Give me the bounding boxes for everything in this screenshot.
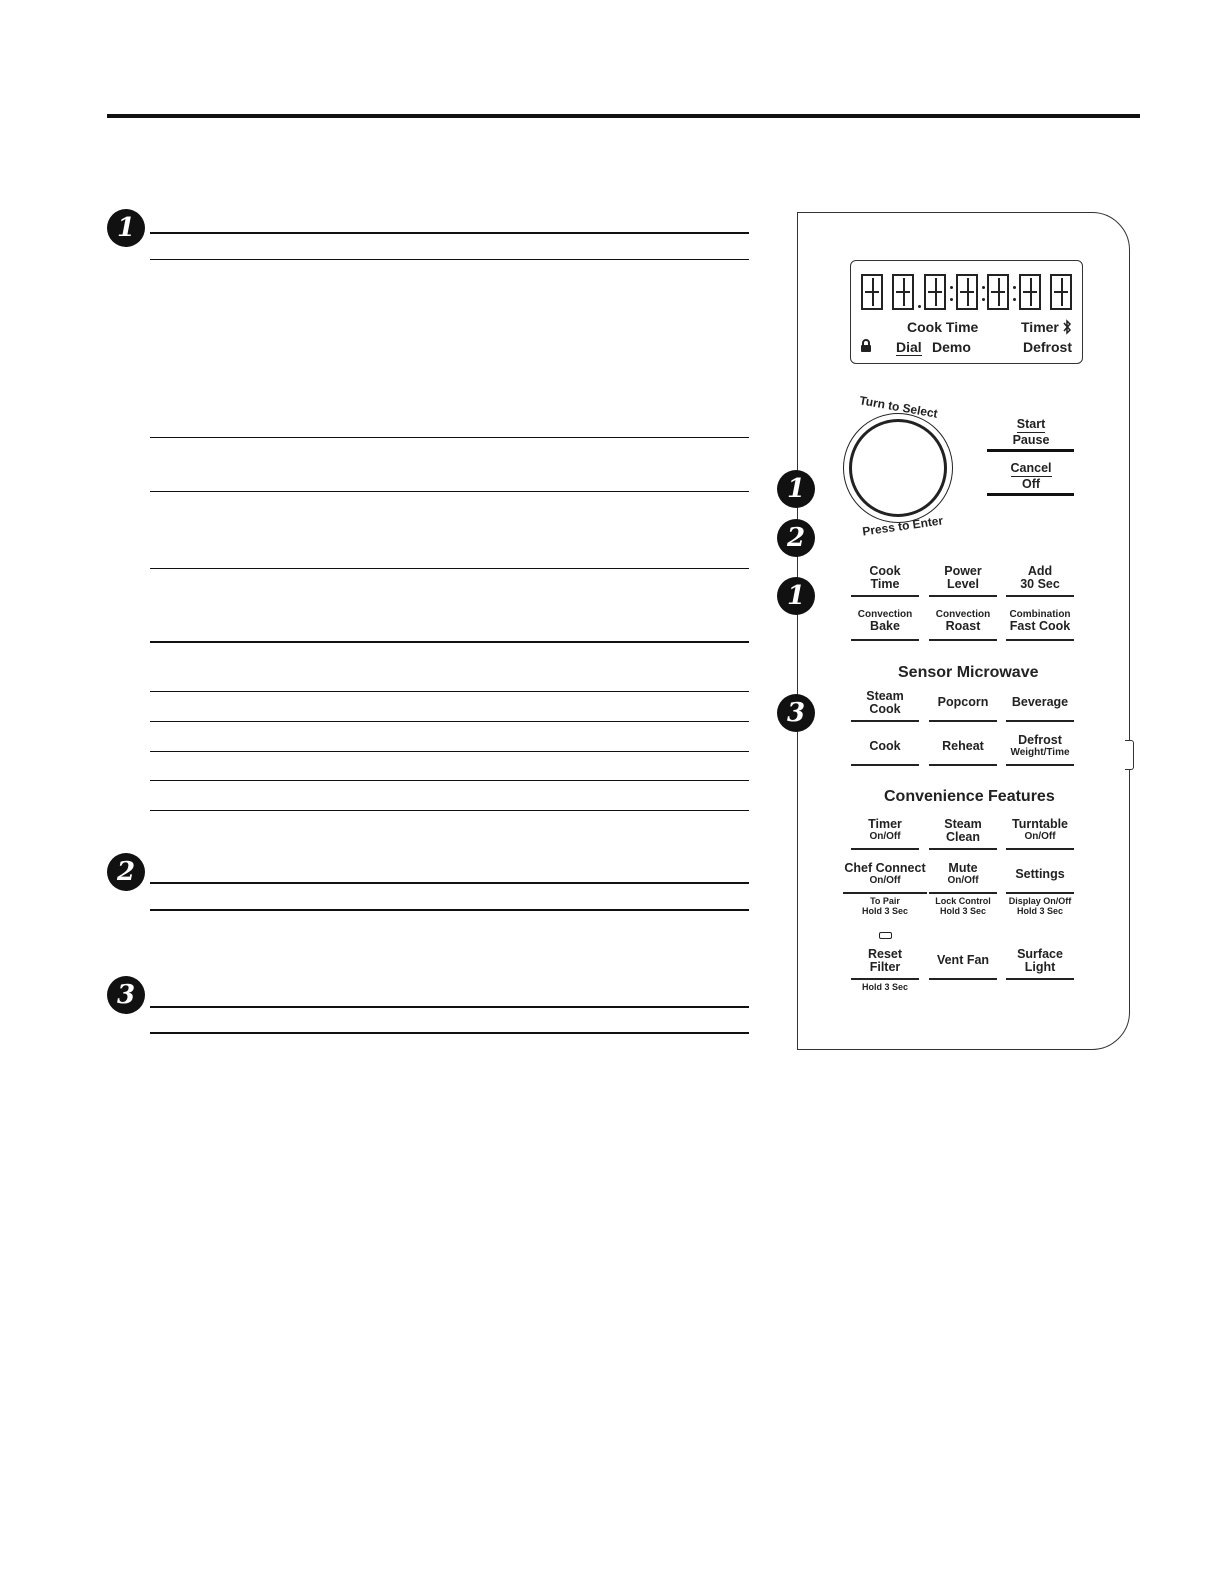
section-3-rule <box>150 1032 749 1034</box>
key-label: Time <box>870 577 900 591</box>
display-digit <box>861 274 883 310</box>
cancel-off-underline <box>987 493 1074 496</box>
display-dial: Dial <box>896 339 922 355</box>
hint-line: To Pair <box>870 896 900 906</box>
key-label: 30 Sec <box>1020 577 1060 591</box>
combination-fast-cook-key[interactable] <box>1006 609 1074 641</box>
hint-line: Display On/Off <box>1008 896 1072 906</box>
callout-badge-3: 3 <box>107 976 145 1014</box>
off-label: Off <box>1021 477 1041 491</box>
section-1-rule <box>150 259 749 260</box>
chef-connect-key[interactable] <box>843 862 927 894</box>
key-label: Reheat <box>942 739 984 753</box>
hint-line: Lock Control <box>935 896 991 906</box>
key-label: Clean <box>945 830 981 844</box>
display-cook-time: Cook Time <box>907 319 979 335</box>
header-rule <box>107 114 1140 118</box>
key-small-label: Combination <box>1009 609 1071 620</box>
display-digit <box>892 274 914 310</box>
sensor-microwave-heading: Sensor Microwave <box>898 664 1039 681</box>
reheat-key[interactable] <box>929 734 997 766</box>
key-small-label: On/Off <box>1024 831 1056 842</box>
key-label: Fast Cook <box>1009 619 1071 633</box>
key-label: Cook <box>869 739 901 753</box>
steam-clean-key[interactable] <box>929 818 997 850</box>
key-label: Bake <box>870 619 900 633</box>
key-label: Steam <box>944 817 982 831</box>
key-label: Chef Connect <box>844 861 926 875</box>
select-dial[interactable] <box>849 419 947 517</box>
key-label: Level <box>947 577 979 591</box>
key-small-label: Weight/Time <box>1010 747 1070 758</box>
convection-bake-key[interactable] <box>851 609 919 641</box>
key-label: Surface <box>1017 947 1063 961</box>
display-colon <box>950 286 953 289</box>
key-label: Cook <box>869 702 901 716</box>
turntable-key[interactable] <box>1006 818 1074 850</box>
display-colon <box>982 298 985 301</box>
reset-filter-key[interactable] <box>851 948 919 980</box>
start-pause-underline <box>987 449 1074 452</box>
cancel-label: Cancel <box>1010 461 1052 475</box>
section-1-rule <box>150 721 749 722</box>
cancel-off-button[interactable] <box>997 461 1065 491</box>
section-1-rule <box>150 641 749 643</box>
surface-light-key[interactable] <box>1006 948 1074 980</box>
display-digit <box>924 274 946 310</box>
key-label: Beverage <box>1011 695 1069 709</box>
hint-line: Hold 3 Sec <box>1016 906 1063 916</box>
key-label: Filter <box>869 960 901 974</box>
display-defrost: Defrost <box>1023 339 1073 355</box>
key-small-label: On/Off <box>869 875 901 886</box>
key-label: Mute <box>948 861 978 875</box>
key-label: Defrost <box>1018 733 1062 747</box>
key-small-label: On/Off <box>869 831 901 842</box>
key-label: Light <box>1024 960 1056 974</box>
key-label: Power <box>944 564 982 578</box>
start-label: Start <box>1016 417 1046 431</box>
key-label: Cook <box>869 564 901 578</box>
key-label: Reset <box>867 947 903 961</box>
to-pair-hint <box>846 896 924 916</box>
cook-time-key[interactable] <box>851 565 919 597</box>
display-on-off-hint <box>1001 896 1079 916</box>
panel-callout-badge-1: 1 <box>777 577 815 615</box>
section-2-heading-rule <box>150 882 749 884</box>
section-1-rule <box>150 568 749 569</box>
section-1-rule <box>150 810 749 811</box>
vent-fan-key[interactable] <box>929 948 997 980</box>
callout-badge-1: 1 <box>107 209 145 247</box>
display-digit <box>1019 274 1041 310</box>
display-digit <box>956 274 978 310</box>
display-colon <box>950 298 953 301</box>
key-label: Roast <box>945 619 981 633</box>
callout-badge-2: 2 <box>107 853 145 891</box>
section-1-rule <box>150 437 749 438</box>
section-1-rule <box>150 780 749 781</box>
section-2-rule <box>150 909 749 911</box>
panel-callout-badge-1: 1 <box>777 470 815 508</box>
pause-label: Pause <box>1012 433 1050 447</box>
section-1-rule <box>150 691 749 692</box>
hint-line: Hold 3 Sec <box>939 906 986 916</box>
key-small-label: On/Off <box>947 875 979 886</box>
key-label: Add <box>1027 564 1053 578</box>
key-label: Steam <box>866 689 904 703</box>
filter-indicator-light <box>879 932 892 939</box>
beverage-key[interactable] <box>1006 690 1074 722</box>
timer-key[interactable] <box>851 818 919 850</box>
panel-notch <box>1125 740 1134 770</box>
steam-cook-key[interactable] <box>851 690 919 722</box>
popcorn-key[interactable] <box>929 690 997 722</box>
start-pause-button[interactable] <box>997 417 1065 447</box>
display-digit <box>1050 274 1072 310</box>
panel-callout-badge-2: 2 <box>777 519 815 557</box>
convenience-features-heading: Convenience Features <box>884 788 1055 805</box>
panel-callout-badge-3: 3 <box>777 694 815 732</box>
lock-icon <box>860 339 872 352</box>
key-label: Settings <box>1015 867 1065 881</box>
section-1-heading-rule <box>150 232 749 234</box>
key-label: Vent Fan <box>936 953 990 967</box>
defrost-key[interactable] <box>1006 734 1074 766</box>
convection-roast-key[interactable] <box>929 609 997 641</box>
bluetooth-icon <box>1062 319 1072 335</box>
display-colon <box>982 286 985 289</box>
hint-line: Hold 3 Sec <box>861 906 908 916</box>
cook-key[interactable] <box>851 734 919 766</box>
section-1-rule <box>150 751 749 752</box>
lock-control-hint <box>924 896 1002 916</box>
key-small-label: Convection <box>935 609 991 620</box>
settings-key[interactable] <box>1006 862 1074 894</box>
key-small-label: Convection <box>857 609 913 620</box>
power-level-key[interactable] <box>929 565 997 597</box>
section-3-heading-rule <box>150 1006 749 1008</box>
section-1-rule <box>150 491 749 492</box>
key-label: Popcorn <box>937 695 989 709</box>
dial-bottom-label: Press to Enter <box>861 513 944 539</box>
mute-key[interactable] <box>929 862 997 894</box>
dial-top-label: Turn to Select <box>858 393 939 421</box>
key-label: Turntable <box>1011 817 1069 831</box>
display-colon <box>1013 286 1016 289</box>
key-label: Timer <box>868 817 902 831</box>
add-30-sec-key[interactable] <box>1006 565 1074 597</box>
display-timer: Timer <box>1021 319 1059 335</box>
display-colon <box>1013 298 1016 301</box>
display-dot <box>918 305 921 308</box>
display-digit <box>987 274 1009 310</box>
reset-filter-hint: Hold 3 Sec <box>861 982 908 992</box>
display-demo: Demo <box>932 339 971 355</box>
